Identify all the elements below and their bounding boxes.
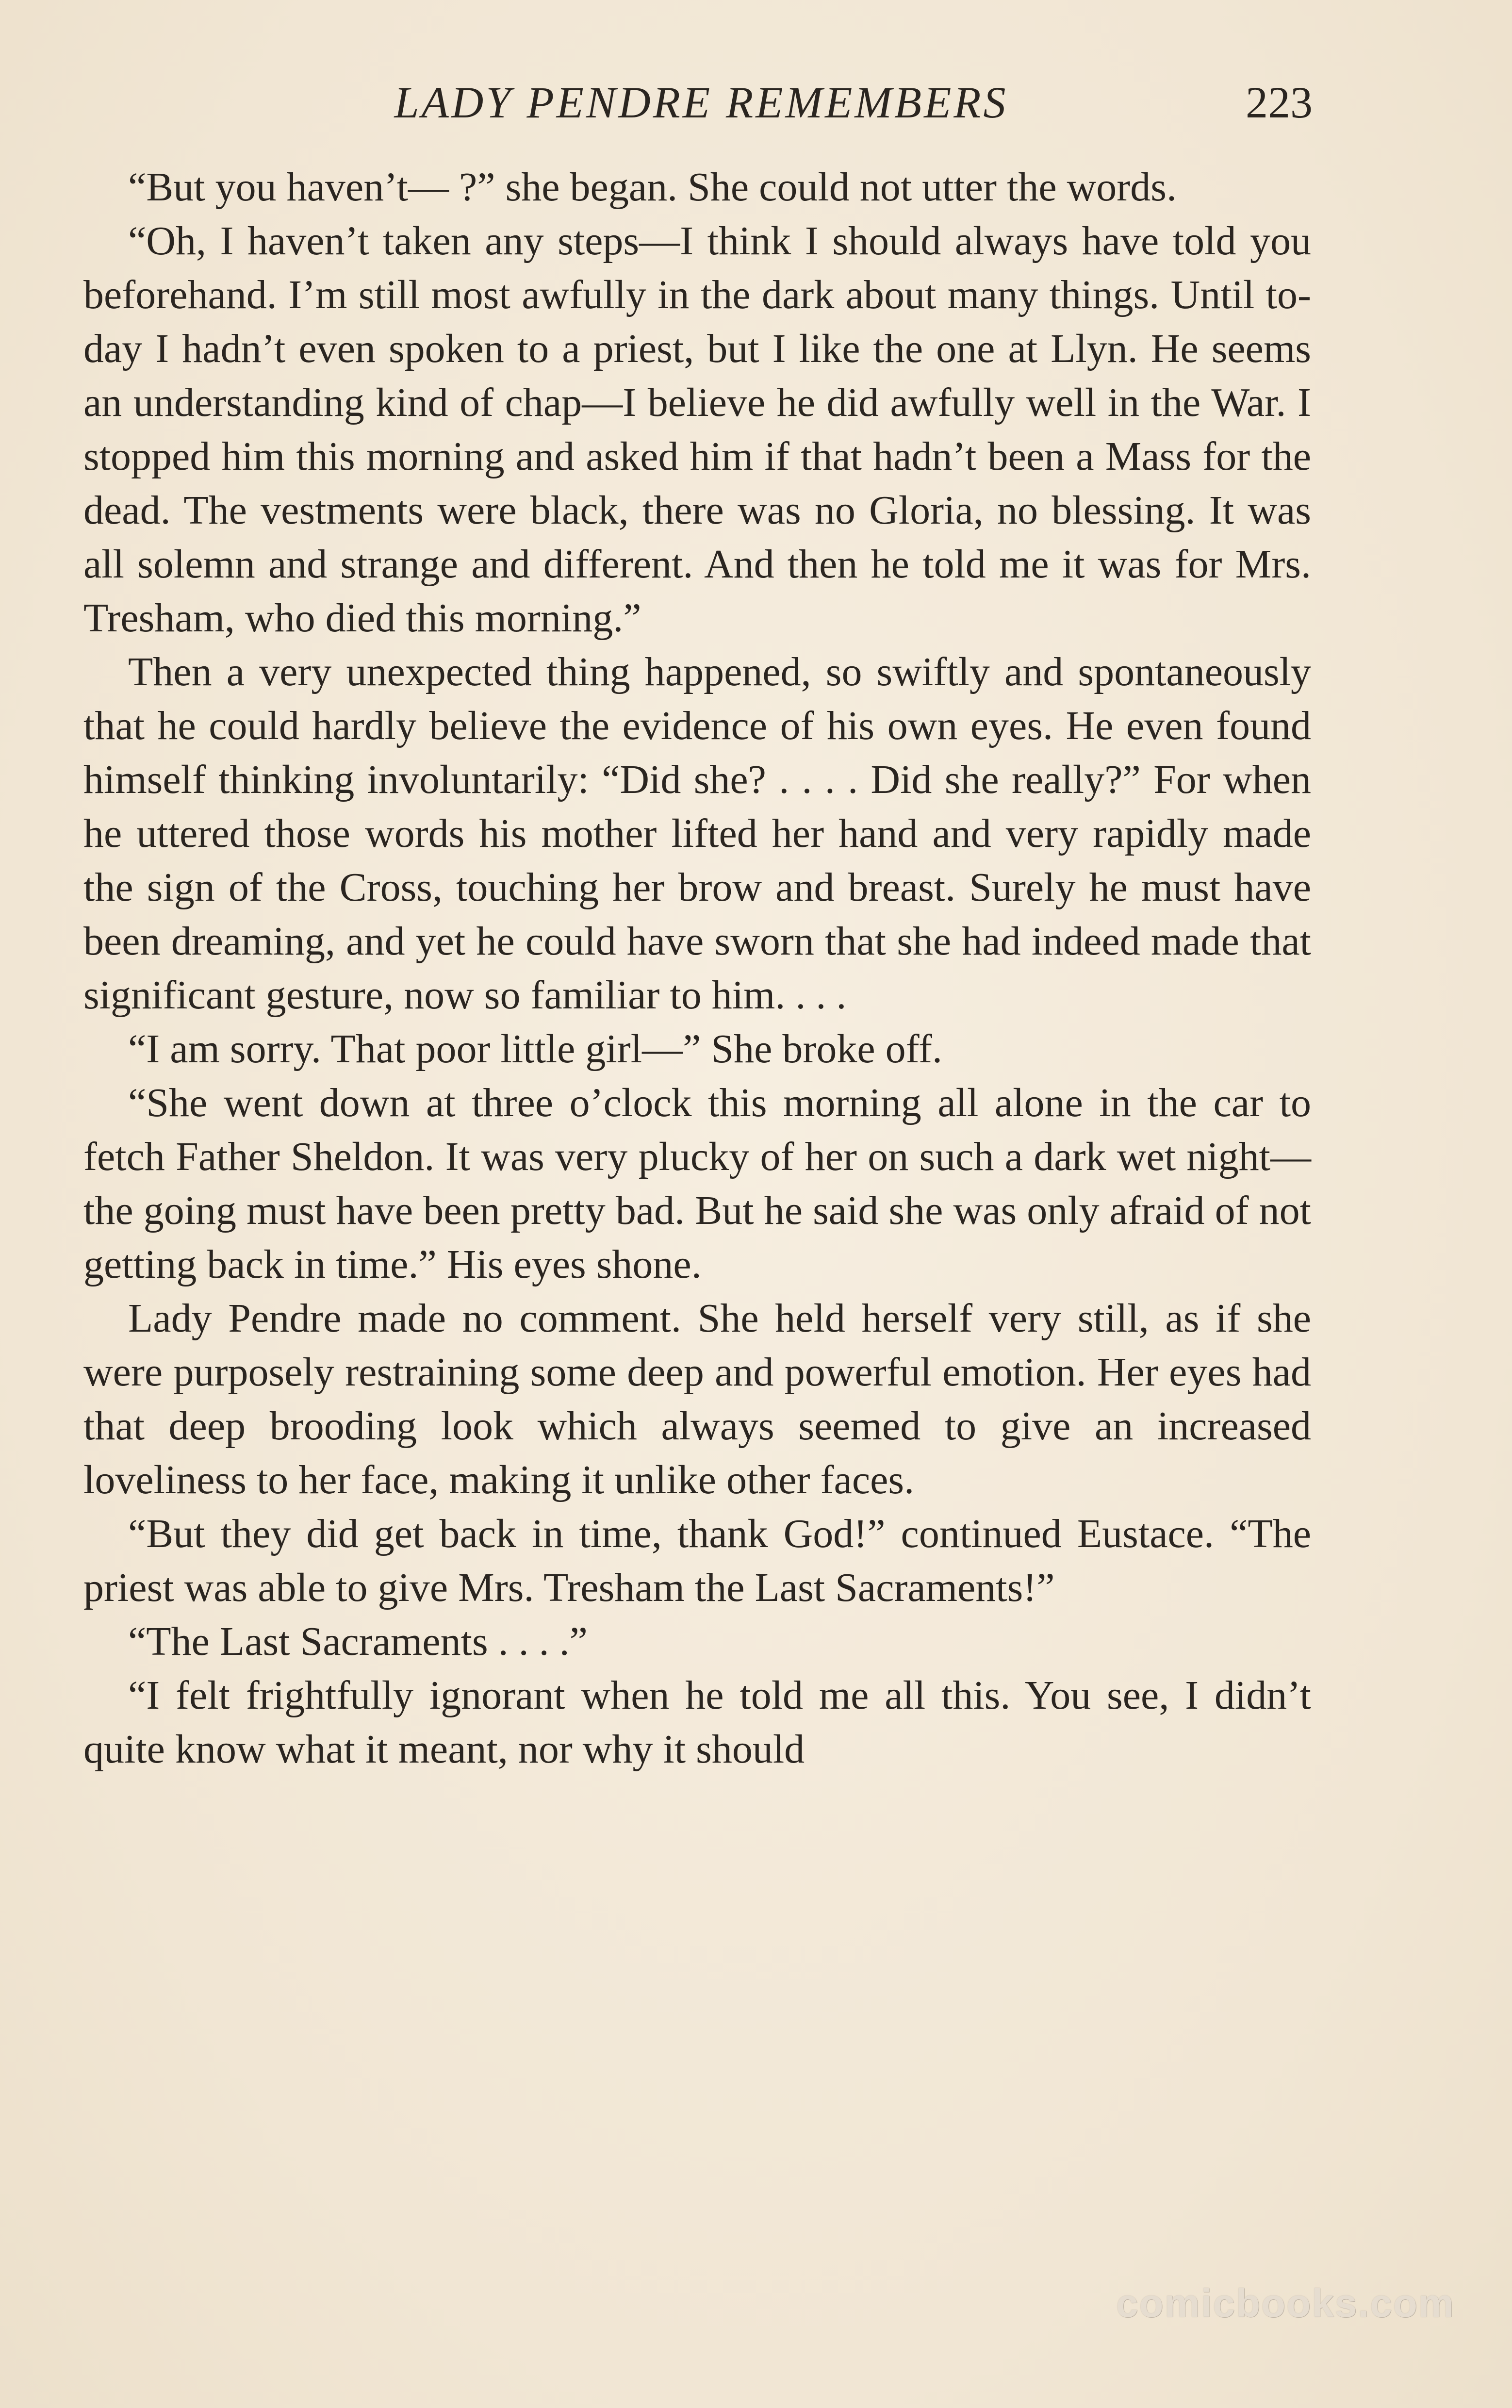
- paragraph-9: “I felt frightfully ignorant when he told me all this. You see, I didn’t quite know what it meant, nor why it should: [83, 1673, 1311, 1772]
- paragraph-5: “She went down at three o’clock this morning all alone in the car to fetch Father Sheldon. It was very plucky of her on such a dark wet night—the going must have been pretty bad. But he said she was only afraid of not getting back in time.” His eyes shone.: [83, 1080, 1311, 1287]
- paragraph-1: “But you haven’t— ?” she began. She could not utter the words.: [128, 165, 1177, 210]
- running-title: LADY PENDRE REMEMBERS: [394, 78, 1008, 127]
- page-number: 223: [1246, 78, 1313, 127]
- running-head: [85, 73, 1317, 131]
- paragraph-7: “But they did get back in time, thank God!” continued Eustace. “The priest was able to give Mrs. Tresham the Last Sacraments!”: [83, 1511, 1311, 1610]
- paragraph-8: “The Last Sacraments . . . .”: [128, 1619, 588, 1664]
- paragraph-4: “I am sorry. That poor little girl—” She broke off.: [128, 1026, 943, 1072]
- paragraph-6: Lady Pendre made no comment. She held herself very still, as if she were purposely restraining some deep and powerful emotion. Her eyes had that deep brooding look which always seemed to give an increased loveliness to her face, making it unlike other faces.: [83, 1296, 1311, 1502]
- paragraph-3: Then a very unexpected thing happened, so swiftly and spontaneously that he could hardly believe the evidence of his own eyes. He even found himself thinking involuntarily: “Did she? . . . . Did she really?” For when he uttered those words his mother lifted her hand and very rapidly made the sign of the Cross, touching her brow and breast. Surely he must have been dreaming, and yet he could have sworn that she had indeed made that significant gesture, now so familiar to him. . . .: [83, 649, 1311, 1018]
- body-text: [83, 160, 1311, 1776]
- watermark: comicbooks.com: [1116, 2281, 1455, 2326]
- paragraph-2: “Oh, I haven’t taken any steps—I think I should always have told you beforehand. I’m still most awfully in the dark about many things. Until to-day I hadn’t even spoken to a priest, but I like the one at Llyn. He seems an understanding kind of chap—I believe he did awfully well in the War. I stopped him this morning and asked him if that hadn’t been a Mass for the dead. The vestments were black, there was no Gloria, no blessing. It was all solemn and strange and different. And then he told me it was for Mrs. Tresham, who died this morning.”: [83, 218, 1311, 641]
